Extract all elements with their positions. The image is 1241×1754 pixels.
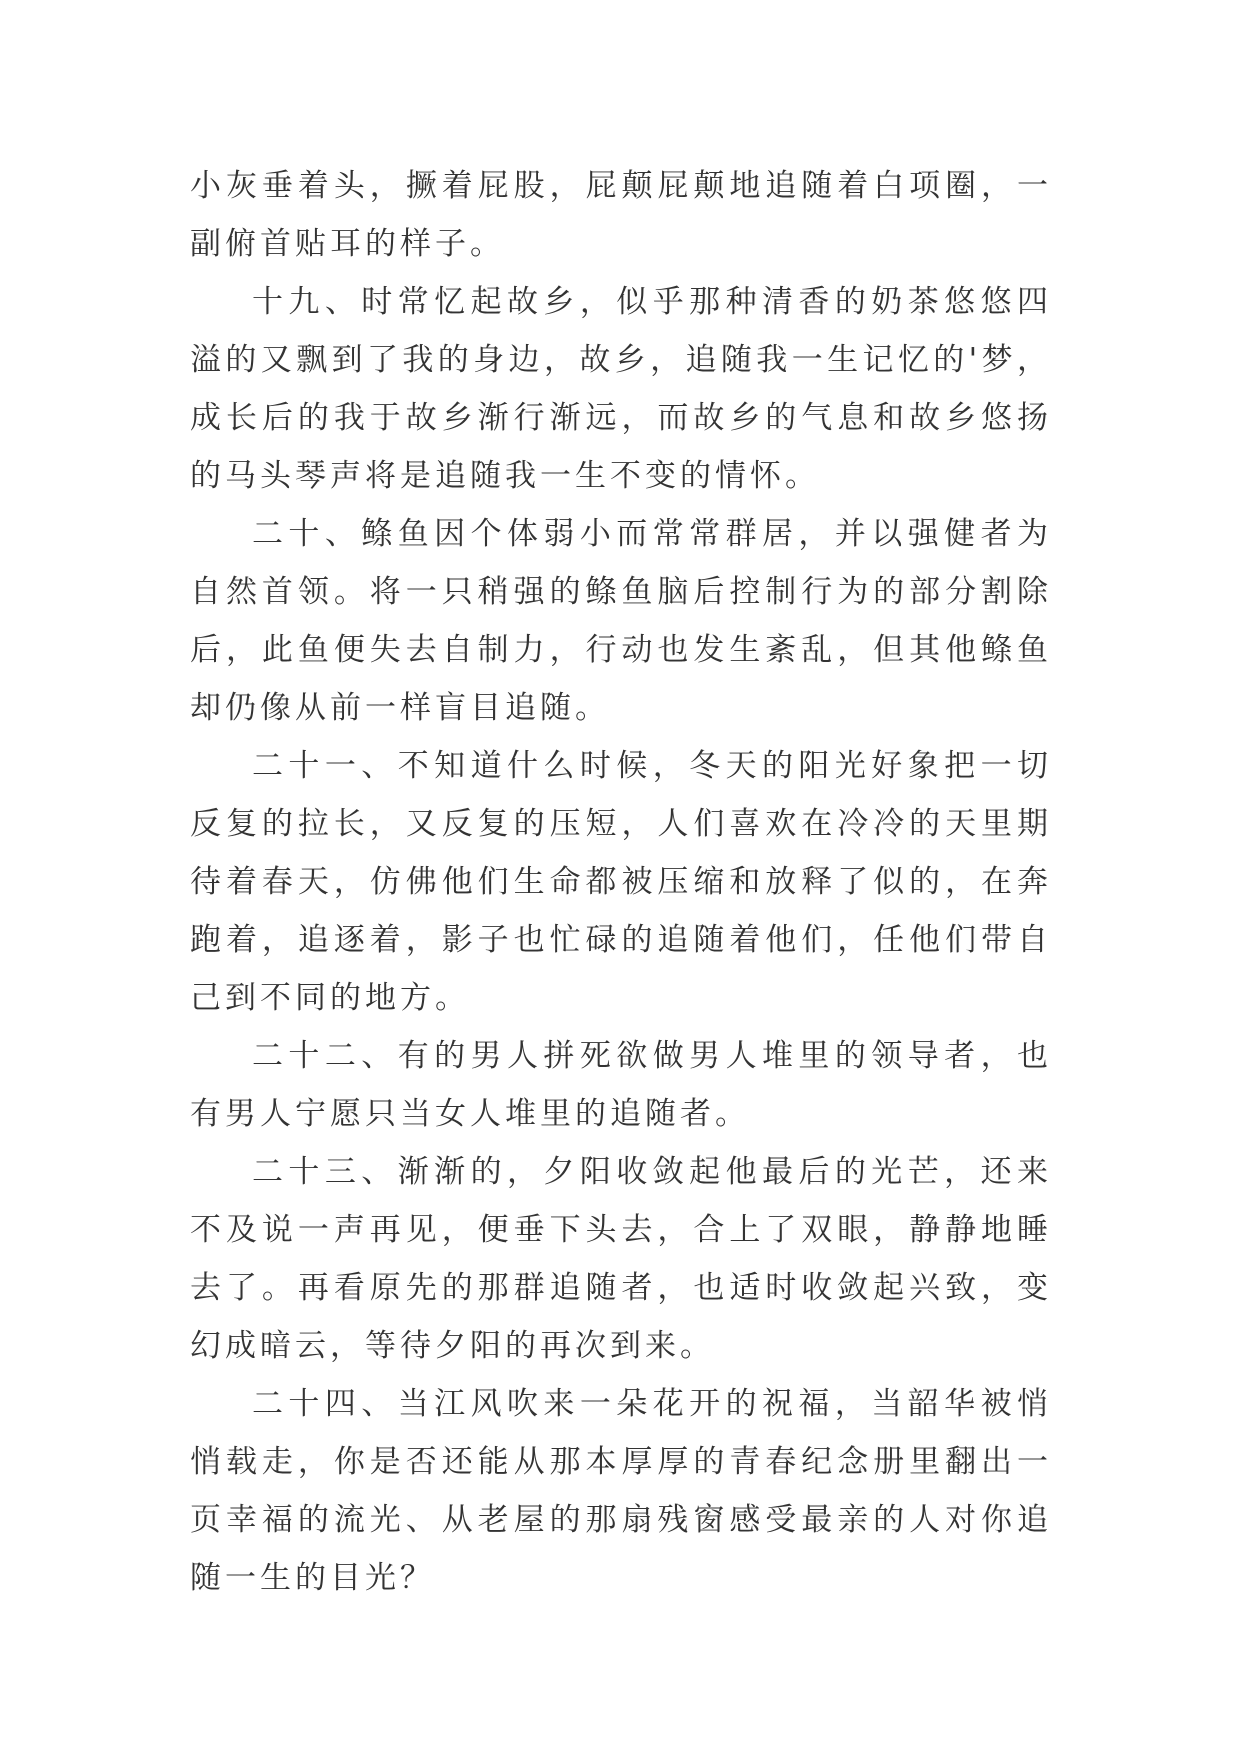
paragraph-3: 二十、鲦鱼因个体弱小而常常群居，并以强健者为自然首领。将一只稍强的鲦鱼脑后控制行为的部分割除后，此鱼便失去自制力，行动也发生紊乱，但其他鲦鱼却仍像从前一样盲目追随。 [190,516,1052,726]
paragraph-5: 二十二、有的男人拼死欲做男人堆里的领导者，也有男人宁愿只当女人堆里的追随者。 [190,1038,1052,1132]
document-body [190,157,1052,1607]
paragraph-1: 小灰垂着头，撅着屁股，屁颠屁颠地追随着白项圈，一副俯首贴耳的样子。 [190,168,1052,262]
paragraph-4: 二十一、不知道什么时候，冬天的阳光好象把一切反复的拉长，又反复的压短，人们喜欢在冷冷的天里期待着春天，仿佛他们生命都被压缩和放释了似的，在奔跑着，追逐着，影子也忙碌的追随着他们，任他们带自己到不同的地方。 [190,748,1052,1016]
paragraph-7: 二十四、当江风吹来一朵花开的祝福，当韶华被悄悄载走，你是否还能从那本厚厚的青春纪念册里翻出一页幸福的流光、从老屋的那扇残窗感受最亲的人对你追随一生的目光？ [190,1386,1052,1596]
paragraph-2: 十九、时常忆起故乡，似乎那种清香的奶茶悠悠四溢的又飘到了我的身边，故乡，追随我一生记忆的'梦，成长后的我于故乡渐行渐远，而故乡的气息和故乡悠扬的马头琴声将是追随我一生不变的情怀。 [190,284,1052,494]
paragraph-6: 二十三、渐渐的，夕阳收敛起他最后的光芒，还来不及说一声再见，便垂下头去，合上了双眼，静静地睡去了。再看原先的那群追随者，也适时收敛起兴致，变幻成暗云，等待夕阳的再次到来。 [190,1154,1052,1364]
